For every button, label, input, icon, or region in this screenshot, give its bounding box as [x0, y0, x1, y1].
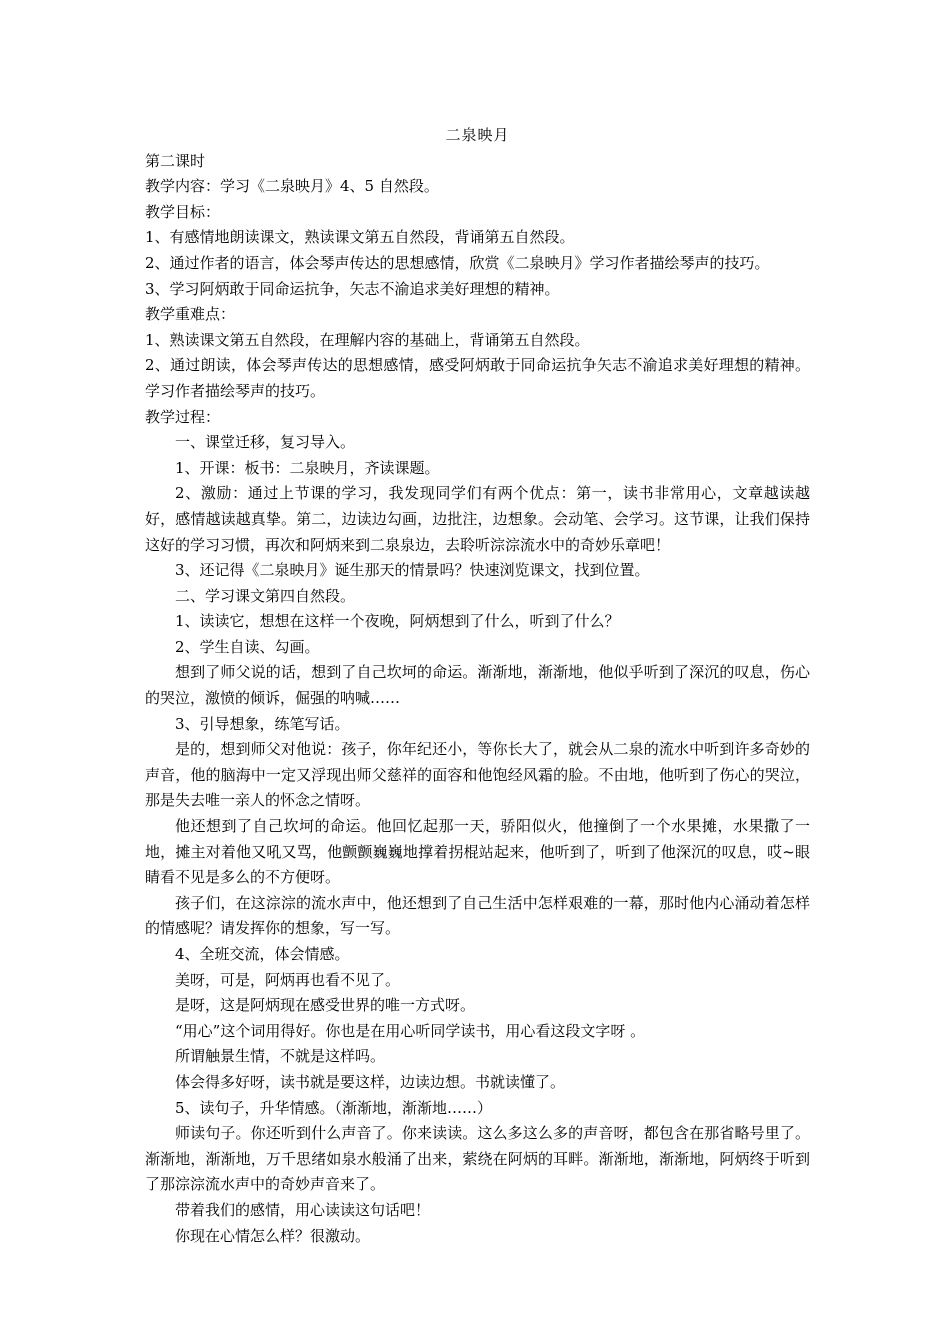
document-paragraph: 教学过程：	[145, 407, 221, 426]
document-paragraph: 一、课堂迁移，复习导入。	[175, 433, 356, 452]
document-paragraph: 二、学习课文第四自然段。	[175, 586, 356, 605]
document-body	[145, 123, 810, 1249]
document-paragraph: 2、学生自读、勾画。	[175, 637, 320, 656]
document-paragraph: 带着我们的感情，用心读读这句话吧！	[175, 1200, 431, 1219]
document-paragraph: 教学目标：	[145, 202, 221, 221]
document-paragraph: 孩子们，在这淙淙的流水声中，他还想到了自己生活中怎样艰难的一幕，那时他内心涌动着怎样的情感呢？请发挥你的想象，写一写。	[145, 893, 810, 938]
document-paragraph: 2、通过作者的语言，体会琴声传达的思想感情，欣赏《二泉映月》学习作者描绘琴声的技巧。	[145, 253, 770, 272]
document-paragraph: 第二课时	[145, 151, 206, 170]
document-paragraph: 他还想到了自己坎坷的命运。他回忆起那一天，骄阳似火，他撞倒了一个水果摊，水果撒了一地，摊主对着他又吼又骂，他颤颤巍巍地撑着拐棍站起来，他听到了，听到了他深沉的叹息，哎~眼睛看不见是多么的不方便呀。	[145, 817, 810, 887]
document-paragraph: 1、读读它，想想在这样一个夜晚，阿炳想到了什么，听到了什么？	[175, 612, 620, 631]
document-paragraph: 是的，想到师父对他说：孩子，你年纪还小，等你长大了，就会从二泉的流水中听到许多奇妙的声音，他的脑海中一定又浮现出师父慈祥的面容和他饱经风霜的脸。不由地，他听到了伤心的哭泣，那是失去唯一亲人的怀念之情呀。	[145, 740, 810, 810]
document-paragraph: 教学内容：学习《二泉映月》4、5 自然段。	[145, 177, 439, 196]
document-paragraph: 4、全班交流，体会情感。	[175, 945, 350, 963]
document-paragraph: 1、有感情地朗读课文，熟读课文第五自然段，背诵第五自然段。	[145, 228, 575, 247]
document-paragraph: 你现在心情怎么样？很激动。	[175, 1226, 371, 1245]
document-paragraph: 体会得多好呀，读书就是要这样，边读边想。书就读懂了。	[175, 1072, 566, 1091]
document-paragraph: 5、读句子，升华情感。（渐渐地，渐渐地……）	[175, 1098, 493, 1117]
document-paragraph: 3、还记得《二泉映月》诞生那天的情景吗？快速浏览课文，找到位置。	[175, 561, 650, 580]
document-paragraph: 2、激励：通过上节课的学习，我发现同学们有两个优点：第一，读书非常用心，文章越读越好，感情越读越真挚。第二，边读边勾画，边批注，边想象。会动笔、会学习。这节课，让我们保持这好的学习习惯，再次和阿炳来到二泉泉边，去聆听淙淙流水中的奇妙乐章吧！	[145, 484, 810, 554]
document-paragraph: 所谓触景生情，不就是这样吗。	[175, 1047, 386, 1066]
document-title: 二泉映月	[445, 126, 510, 144]
document-paragraph: 教学重难点：	[145, 305, 236, 324]
paragraph-list	[145, 149, 810, 1250]
document-paragraph: 师读句子。你还听到什么声音了。你来读读。这么多这么多的声音呀，都包含在那省略号里了。渐渐地，渐渐地，万千思绪如泉水般涌了出来，萦绕在阿炳的耳畔。渐渐地，渐渐地，阿炳终于听到了那淙淙流水声中的奇妙声音来了。	[145, 1124, 810, 1194]
document-paragraph: “用心”这个词用得好。你也是在用心听同学读书，用心看这段文字呀 。	[175, 1021, 646, 1040]
document-paragraph: 1、开课：板书：二泉映月，齐读课题。	[175, 458, 440, 477]
document-paragraph: 想到了师父说的话，想到了自己坎坷的命运。渐渐地，渐渐地，他似乎听到了深沉的叹息，伤心的哭泣，激愤的倾诉，倔强的呐喊……	[145, 663, 810, 708]
document-paragraph: 2、通过朗读，体会琴声传达的思想感情，感受阿炳敢于同命运抗争矢志不渝追求美好理想的精神。学习作者描绘琴声的技巧。	[145, 356, 810, 400]
document-paragraph: 3、学习阿炳敢于同命运抗争，矢志不渝追求美好理想的精神。	[145, 279, 560, 298]
document-paragraph: 3、引导想象，练笔写话。	[175, 714, 350, 733]
document-paragraph: 美呀，可是，阿炳再也看不见了。	[175, 970, 401, 989]
document-paragraph: 1、熟读课文第五自然段，在理解内容的基础上，背诵第五自然段。	[145, 330, 590, 349]
document-paragraph: 是呀，这是阿炳现在感受世界的唯一方式呀。	[175, 996, 476, 1015]
